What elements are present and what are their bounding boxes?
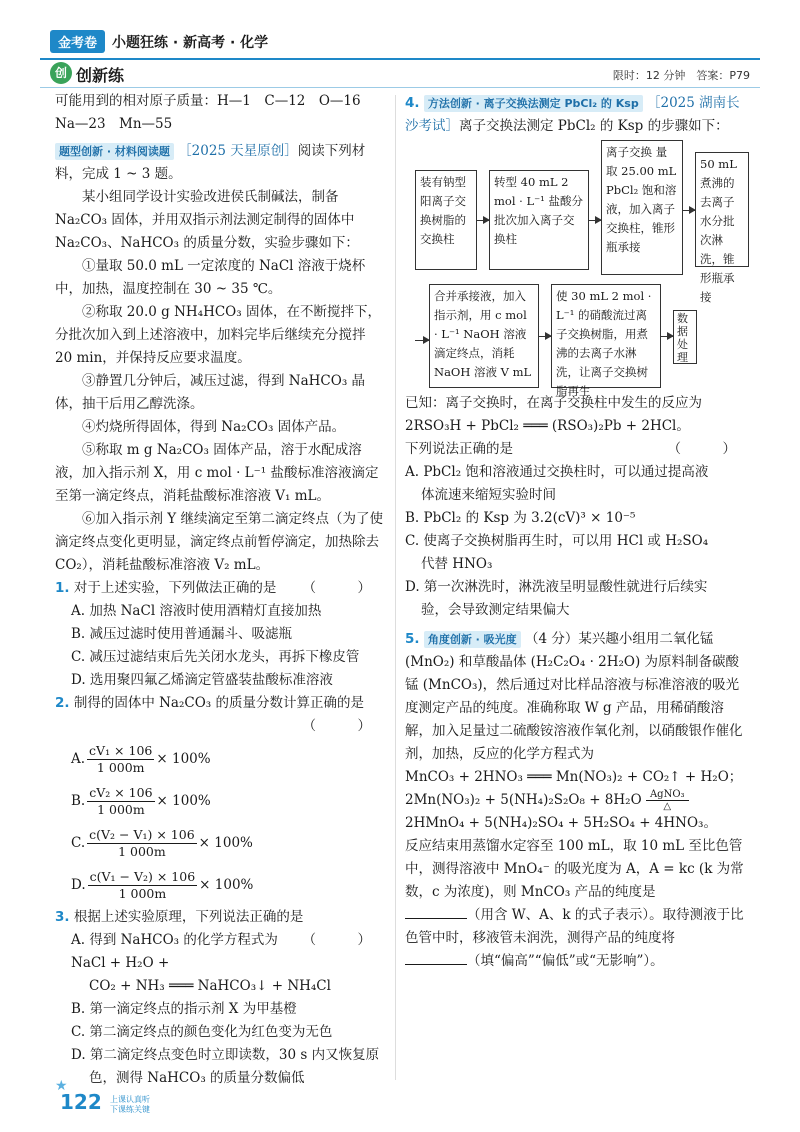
denominator: 1 000m <box>118 885 167 901</box>
fraction <box>87 785 154 818</box>
denominator: 1 000m <box>118 843 166 859</box>
option-d-line2: 验，会导致测定结果偏大 <box>421 602 570 618</box>
flow-box-titration: 合并承接液，加入指示剂，用 c mol · L⁻¹ NaOH 溶液滴定终点，消耗 NaOH 溶液 V mL <box>429 284 539 388</box>
option-a-line1: A. 得到 NaHCO₃ 的化学方程式为 NaCl + H₂O + <box>71 932 278 971</box>
option-d: D. 选用聚四氟乙烯滴定管盛装盐酸标准溶液 <box>71 672 333 688</box>
flow-box-data-processing: 数据处理 <box>673 310 697 364</box>
heat-symbol: △ <box>663 801 672 812</box>
option-a-line1: A. PbCl₂ 饱和溶液通过交换柱时，可以通过提高液 <box>405 464 709 480</box>
question-4-header <box>405 92 750 138</box>
option-a-line2: CO₂ + NH₃ ═══ NaHCO₃↓ + NH₄Cl <box>89 978 331 994</box>
question-type-tag: 题型创新 · 材料阅读题 <box>55 143 174 160</box>
question-source: ［2025 天星原创］ <box>178 143 298 159</box>
question-2 <box>55 692 385 715</box>
numerator: c(V₂ − V₁) × 106 <box>89 826 195 842</box>
question-1 <box>55 577 385 600</box>
section-header <box>40 62 760 86</box>
flow-box-resin-column: 装有钠型阳离子交换树脂的交换柱 <box>415 170 477 270</box>
step-4: ④灼烧所得固体，得到 Na₂CO₃ 固体产品。 <box>82 419 346 435</box>
fraction <box>87 827 197 860</box>
flow-arrow <box>539 336 551 337</box>
step-2: ②称取 20.0 g NH₄HCO₃ 固体，在不断搅拌下，分批次加入到上述溶液中，加料完毕后继续充分搅拌 20 min，并保持反应要求温度。 <box>55 304 381 366</box>
equation-1: MnCO₃ + 2HNO₃ ═══ Mn(NO₃)₂ + CO₂↑ + H₂O； <box>405 769 743 785</box>
option-b: B. 减压过滤时使用普通漏斗、吸滤瓶 <box>71 626 293 642</box>
question-3 <box>55 906 385 948</box>
percent-factor: × 100% <box>156 792 211 809</box>
question-stem: 制得的固体中 Na₂CO₃ 的质量分数计算正确的是 <box>73 695 364 711</box>
option-letter: C. <box>71 834 86 851</box>
flow-arrow <box>477 220 489 221</box>
section-rule <box>40 87 760 88</box>
answer-ref: 答案：P79 <box>696 69 750 82</box>
option-d-line2: 色，测得 NaHCO₃ 的质量分数偏低 <box>89 1070 305 1086</box>
question-5 <box>405 628 750 766</box>
step-5: ⑤称取 m g Na₂CO₃ 固体产品，溶于水配成溶液，加入指示剂 X，用 c mol · L⁻¹ 盐酸标准溶液滴定至第一滴定终点，消耗盐酸标准溶液 V₁ mL。 <box>55 442 379 504</box>
option-c-line1: C. 使离子交换树脂再生时，可以用 HCl 或 H₂SO₄ <box>405 533 709 549</box>
footer-slogan: 上课认真听 下课练关键 <box>110 1095 150 1114</box>
option-letter: D. <box>71 876 86 893</box>
question-number: 2. <box>55 695 70 711</box>
answer-paren: （ ） <box>302 580 385 596</box>
percent-factor: × 100% <box>199 876 254 893</box>
option-d <box>55 864 385 906</box>
fraction <box>88 869 198 902</box>
blank-1-text: （用含 W、A、k 的式子表示）。取待测液于比色管中时，移液管未润洗，测得产品的纯度将 <box>405 907 744 946</box>
flow-box-conversion: 转型 40 mL 2 mol · L⁻¹ 盐酸分批次加入离子交换柱 <box>489 170 589 270</box>
question-number: 5. <box>405 631 420 647</box>
question-source: ［2025 湖南长沙考试］ <box>405 95 740 134</box>
flow-chart <box>405 140 750 398</box>
intro-text: 阅读下列材料，完成 1 ~ 3 题。 <box>55 143 366 182</box>
answer-blank[interactable] <box>405 950 467 965</box>
percent-factor: × 100% <box>198 834 253 851</box>
left-column <box>55 90 385 1090</box>
step-6: ⑥加入指示剂 Y 继续滴定至第二滴定终点（为了使滴定终点变化更明显，滴定终点前暂停滴定，加热除去 CO₂），消耗盐酸标准溶液 V₂ mL。 <box>55 511 383 573</box>
section-title: 创新练 <box>76 66 125 85</box>
flow-box-regeneration: 使 30 mL 2 mol · L⁻¹ 的硝酸流过离子交换树脂，用煮沸的去离子水淋洗，让离子交换树脂再生 <box>551 284 661 388</box>
fraction <box>87 743 154 776</box>
flow-box-rinse: 50 mL 煮沸的去离子水分批次淋洗，锥形瓶承接 <box>695 152 749 267</box>
answer-paren-row <box>55 715 385 738</box>
top-bar <box>40 28 760 54</box>
option-a: A. 加热 NaCl 溶液时使用酒精灯直接加热 <box>71 603 322 619</box>
question-text: （4 分）某兴趣小组用二氧化锰 (MnO₂) 和草酸晶体 (H₂C₂O₄ · 2H₂O) 为原料制备碳酸锰 (MnCO₃)，然后通过对比样品溶液与标准溶液的吸光度测定产品的纯度。准确称取 W g 产品，用稀硝酸溶解，加入足量过二硫酸铵溶液作氧化剂，以硝酸银作催化剂，加热，反应的化学方程式为 <box>405 631 743 762</box>
series-title: 小题狂练 · 新高考 · 化学 <box>112 35 269 51</box>
fill-blank-1 <box>405 904 750 950</box>
material-paragraph: 某小组同学设计实验改进侯氏制碱法，制备 Na₂CO₃ 固体，并用双指示剂法测定制得的固体中 Na₂CO₃、NaHCO₃ 的质量分数，实验步骤如下： <box>55 189 359 251</box>
fill-blank-2 <box>405 950 750 973</box>
brand-badge: 金考卷 <box>50 30 105 53</box>
option-letter: B. <box>71 792 86 809</box>
question-type-tag: 方法创新 · 离子交换法测定 PbCl₂ 的 Ksp <box>424 95 643 112</box>
option-b: B. 第一滴定终点的指示剂 X 为甲基橙 <box>71 1001 297 1017</box>
equation-2-left <box>405 789 750 812</box>
option-a-line2: 体流速来缩短实验时间 <box>421 487 556 503</box>
option-c: C. 减压过滤结束后先关闭水龙头，再拆下橡皮管 <box>71 649 360 665</box>
blank-2-text: （填“偏高”“偏低”或“无影响”）。 <box>467 953 664 969</box>
denominator: 1 000m <box>97 801 145 817</box>
question-intro: 离子交换法测定 PbCl₂ 的 Ksp 的步骤如下： <box>459 118 729 134</box>
question-stem: 下列说法正确的是 <box>405 441 513 457</box>
catalyst-label: AgNO₃ <box>646 789 689 801</box>
option-a <box>55 738 385 780</box>
option-c <box>55 822 385 864</box>
question-number: 4. <box>405 95 420 111</box>
answer-paren: （ ） <box>667 441 750 457</box>
header-rule <box>40 58 760 60</box>
known-statement: 已知：离子交换时，在离子交换柱中发生的反应为 <box>405 395 702 411</box>
flow-arrow <box>589 220 601 221</box>
option-letter: A. <box>71 750 86 767</box>
reaction-arrow <box>646 789 689 812</box>
atomic-masses-line2: Na—23 Mn—55 <box>55 116 173 132</box>
answer-paren: （ ） <box>302 718 385 734</box>
equation-2-right: 2HMnO₄ + 5(NH₄)₂SO₄ + 5H₂SO₄ + 4HNO₃。 <box>405 815 717 831</box>
option-c-line2: 代替 HNO₃ <box>421 556 493 572</box>
right-column <box>405 92 750 973</box>
section-icon: 创 <box>50 62 72 84</box>
step-1: ①量取 50.0 mL 一定浓度的 NaCl 溶液于烧杯中，加热，温度控制在 30 ~ 35 ℃。 <box>55 258 366 297</box>
percent-factor: × 100% <box>156 750 211 767</box>
option-d-line1: D. 第一次淋洗时，淋洗液呈明显酸性就进行后续实 <box>405 579 708 595</box>
question-5-continued: 反应结束用蒸馏水定容至 100 mL，取 10 mL 至比色管中，测得溶液中 MnO₄⁻ 的吸光度为 A，A = kc (k 为常数，c 为浓度)，则 MnCO₃ 产品的纯度是 <box>405 838 744 900</box>
numerator: cV₁ × 106 <box>89 742 153 758</box>
star-icon: ★ <box>55 1078 68 1094</box>
equation-reactants: 2Mn(NO₃)₂ + 5(NH₄)₂S₂O₈ + 8H₂O <box>405 792 642 808</box>
question-type-tag: 角度创新 · 吸光度 <box>424 631 521 648</box>
question-number: 1. <box>55 580 70 596</box>
material-intro <box>55 140 385 186</box>
question-stem: 根据上述实验原理，下列说法正确的是 <box>73 909 304 925</box>
numerator: cV₂ × 106 <box>89 784 153 800</box>
time-limit: 限时：12 分钟 <box>612 69 686 82</box>
flow-box-ion-exchange: 离子交换 量取 25.00 mL PbCl₂ 饱和溶液，加入离子交换柱，锥形瓶承接 <box>601 140 683 275</box>
flow-arrow <box>415 340 429 341</box>
denominator: 1 000m <box>96 759 145 775</box>
flow-arrow <box>661 336 673 337</box>
atomic-masses-line1: 可能用到的相对原子质量：H—1 C—12 O—16 <box>55 93 361 109</box>
question-stem: 对于上述实验，下列做法正确的是 <box>73 580 277 596</box>
option-b <box>55 780 385 822</box>
question-number: 3. <box>55 909 70 925</box>
page-number: 122 <box>60 1090 102 1114</box>
question-4 <box>405 438 750 461</box>
step-3: ③静置几分钟后，减压过滤，得到 NaHCO₃ 晶体，抽干后用乙醇洗涤。 <box>55 373 366 412</box>
option-b: B. PbCl₂ 的 Ksp 为 3.2(cV)³ × 10⁻⁵ <box>405 510 636 526</box>
answer-paren: （ ） <box>302 932 385 948</box>
timing-info <box>613 67 750 83</box>
numerator: c(V₁ − V₂) × 106 <box>89 868 196 884</box>
option-d-line1: D. 第二滴定终点变色时立即读数，30 s 内又恢复原 <box>71 1047 380 1063</box>
option-c: C. 第二滴定终点的颜色变化为红色变为无色 <box>71 1024 333 1040</box>
flow-arrow <box>683 210 695 211</box>
column-divider <box>395 95 396 1080</box>
answer-blank[interactable] <box>405 904 467 919</box>
reaction-equation: 2RSO₃H + PbCl₂ ═══ (RSO₃)₂Pb + 2HCl。 <box>405 418 690 434</box>
